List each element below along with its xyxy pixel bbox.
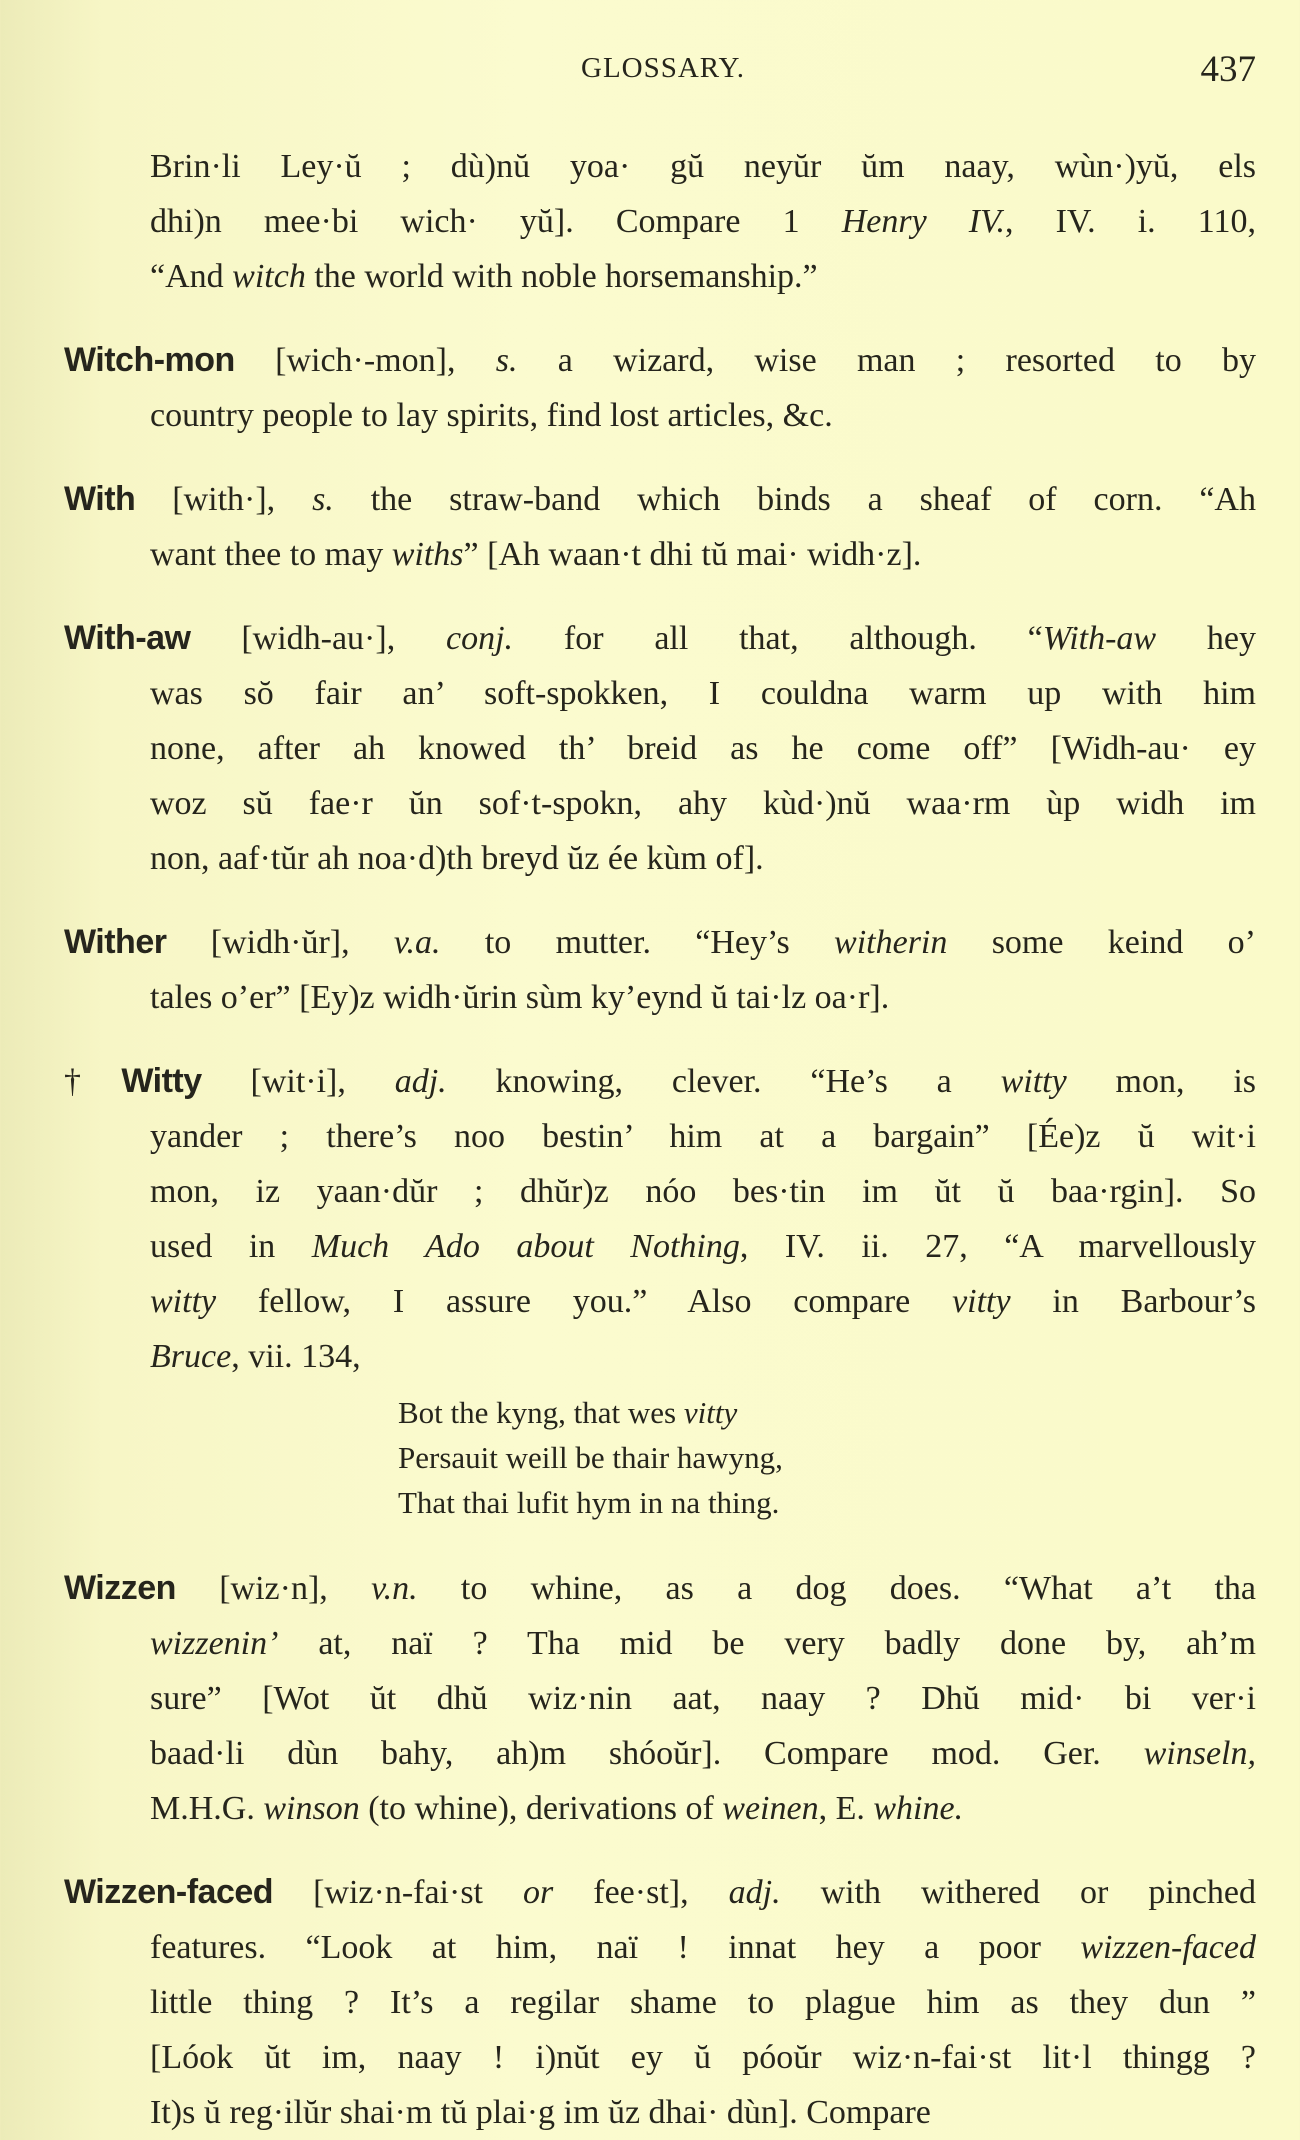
text-segment: woz sŭ fae·r ŭn sof·t-spokn, ahy kùd·)nŭ waa·rm ùp widh im	[150, 785, 1256, 822]
italic-text: winson	[263, 1790, 360, 1827]
headword: Wizzen-faced	[64, 1873, 274, 1911]
entry-wizzen-faced	[0, 1865, 1300, 2140]
text-segment: dhi)n mee·bi wich· yŭ]. Compare 1	[150, 203, 842, 240]
text-line	[150, 194, 1256, 249]
headword: Wither	[64, 923, 167, 961]
text-segment: non, aaf·tŭr ah noa·d)th breyd ŭz ée kùm of].	[150, 840, 764, 877]
italic-text: v.n.	[371, 1570, 418, 1607]
text-segment: [Lóok ŭt im, naay ! i)nŭt ey ŭ póoŭr wiz·n-fai·st lit·l thingg ?	[150, 2039, 1256, 2076]
text-segment: features. “Look at him, naï ! innat hey a poor	[150, 1929, 1081, 1966]
italic-text: witty	[1000, 1063, 1067, 1100]
italic-text: adj.	[394, 1063, 447, 1100]
text-segment: , IV. ii. 27, “A marvellously	[739, 1228, 1256, 1265]
italic-text: v.a.	[393, 924, 441, 961]
text-segment: fee·st],	[553, 1874, 729, 1911]
text-line	[150, 831, 1256, 886]
verse-quotation	[0, 1390, 1300, 1525]
text-line	[150, 1781, 1256, 1836]
text-segment: , E.	[818, 1790, 874, 1827]
text-segment: with withered or pinched	[780, 1874, 1256, 1911]
page-header	[0, 48, 1300, 94]
text-line	[150, 666, 1256, 721]
verse-line	[398, 1435, 1300, 1480]
text-segment: mon, iz yaan·dŭr ; dhŭr)z nóo bes·tin im ŭt ŭ baa·rgin]. So	[150, 1173, 1256, 1210]
italic-text: s.	[312, 481, 334, 518]
entry-wizzen	[0, 1561, 1300, 1836]
italic-text: s.	[495, 342, 518, 379]
text-segment: Brin·li Ley·ŭ ; dù)nŭ yoa· gŭ neyŭr ŭm naay, wùn·)yŭ, els	[150, 148, 1256, 185]
italic-text: whine.	[873, 1790, 964, 1827]
italic-text: vitty	[952, 1283, 1011, 1320]
headword: With	[64, 480, 136, 518]
entry-witty	[0, 1054, 1300, 1525]
text-line	[64, 1054, 1256, 1109]
text-line	[150, 139, 1256, 194]
text-segment: a wizard, wise man ; resorted to by	[517, 342, 1256, 379]
text-line	[64, 915, 1256, 970]
text-segment: tales o’er” [Ey)z widh·ŭrin sùm ky’eynd ŭ tai·lz oa·r].	[150, 979, 890, 1016]
text-segment: to mutter. “Hey’s	[440, 924, 835, 961]
text-line	[150, 776, 1256, 831]
text-segment: at, naï ? Tha mid be very badly done by, ah’m	[278, 1625, 1256, 1662]
text-segment: [widh-au·],	[190, 620, 447, 657]
entry-with-aw	[0, 611, 1300, 886]
text-line	[64, 611, 1256, 666]
text-segment: hey	[1156, 620, 1257, 657]
text-segment: baad·li dùn bahy, ah)m shóoŭr]. Compare mod. Ger.	[150, 1735, 1144, 1772]
italic-text: witty	[150, 1283, 217, 1320]
text-segment: mon, is	[1066, 1063, 1257, 1100]
italic-text: With-aw	[1042, 620, 1157, 657]
text-line	[64, 333, 1256, 388]
text-segment: fellow, I assure you.” Also compare	[216, 1283, 953, 1320]
text-line	[150, 249, 1256, 304]
text-segment: Bot the kyng, that wes	[398, 1395, 684, 1430]
text-line	[64, 472, 1256, 527]
text-segment: the world with noble horsemanship.”	[305, 258, 818, 295]
headword: Wizzen	[64, 1569, 176, 1607]
italic-text: adj.	[728, 1874, 781, 1911]
headword: Witch-mon	[64, 341, 235, 379]
italic-text: witch	[232, 258, 306, 295]
text-segment: want thee to may	[150, 536, 392, 573]
headword: With-aw	[64, 619, 191, 657]
text-segment: (to whine), derivations of	[359, 1790, 723, 1827]
italic-text: Henry IV.	[841, 203, 1005, 240]
text-segment: little thing ? It’s a regilar shame to plague him as they dun ”	[150, 1984, 1256, 2021]
text-line	[150, 1616, 1256, 1671]
text-segment: †	[64, 1063, 122, 1100]
text-segment: for all that, although. “	[513, 620, 1043, 657]
text-segment: was sŏ fair an’ soft-spokken, I couldna warm up with him	[150, 675, 1256, 712]
italic-text: wizzen-faced	[1080, 1929, 1256, 1966]
running-title: GLOSSARY.	[581, 52, 745, 84]
entry-wither	[0, 915, 1300, 1025]
text-segment: used in	[150, 1228, 312, 1265]
text-segment: to whine, as a dog does. “What a’t tha	[417, 1570, 1256, 1607]
text-line	[150, 970, 1256, 1025]
text-line	[150, 721, 1256, 776]
text-segment: [wich·-mon],	[234, 342, 496, 379]
text-line	[150, 527, 1256, 582]
text-segment: That thai lufit hym in na thing.	[398, 1485, 780, 1520]
text-segment: , vii. 134,	[231, 1338, 361, 1375]
text-line	[150, 388, 1256, 443]
page-number: 437	[1200, 49, 1256, 90]
text-line	[150, 1671, 1256, 1726]
text-segment: the straw-band which binds a sheaf of corn. “Ah	[333, 481, 1256, 518]
italic-text: or	[523, 1874, 554, 1911]
text-line	[150, 1109, 1256, 1164]
text-segment: none, after ah knowed th’ breid as he come off” [Widh-au· ey	[150, 730, 1256, 767]
text-line	[150, 1975, 1256, 2030]
text-line	[150, 1219, 1256, 1274]
italic-text: Much Ado about Nothing	[311, 1228, 740, 1265]
text-segment: sure” [Wot ŭt dhŭ wiz·nin aat, naay ? Dhŭ mid· bi ver·i	[150, 1680, 1256, 1717]
entry-with	[0, 472, 1300, 582]
text-segment: Persauit weill be thair hawyng,	[398, 1440, 783, 1475]
text-segment: [wiz·n-fai·st	[273, 1874, 524, 1911]
text-line	[150, 1726, 1256, 1781]
text-line	[150, 1164, 1256, 1219]
text-segment: M.H.G.	[150, 1790, 264, 1827]
text-segment: [wiz·n],	[175, 1570, 372, 1607]
italic-text: weinen	[722, 1790, 819, 1827]
text-segment: country people to lay spirits, find lost articles, &c.	[150, 397, 833, 434]
text-segment: [widh·ŭr],	[166, 924, 394, 961]
continued-entry	[0, 139, 1300, 304]
italic-text: withs	[391, 536, 464, 573]
text-segment: some keind o’	[947, 924, 1256, 961]
entry-witch-mon	[0, 333, 1300, 443]
text-segment: yander ; there’s noo bestin’ him at a bargain” [Ée)z ŭ wit·i	[150, 1118, 1256, 1155]
text-segment: “And	[150, 258, 233, 295]
text-line	[150, 1329, 1256, 1384]
italic-text: winseln,	[1143, 1735, 1256, 1772]
text-segment: It)s ŭ reg·ilŭr shai·m tŭ plai·g im ŭz dhai· dùn]. Compare	[150, 2094, 931, 2131]
verse-line	[398, 1480, 1300, 1525]
text-segment: , IV. i. 110,	[1004, 203, 1256, 240]
italic-text: Bruce	[150, 1338, 232, 1375]
italic-text: wizzenin’	[150, 1625, 279, 1662]
text-segment: knowing, clever. “He’s a	[446, 1063, 1001, 1100]
text-line	[150, 1920, 1256, 1975]
headword: Witty	[121, 1062, 202, 1100]
italic-text: witherin	[834, 924, 948, 961]
text-line	[150, 1274, 1256, 1329]
text-segment: [with·],	[135, 481, 313, 518]
text-line	[150, 2030, 1256, 2085]
text-segment: [wit·i],	[201, 1063, 395, 1100]
text-line	[150, 2085, 1256, 2140]
text-line	[64, 1561, 1256, 1616]
italic-text: vitty	[683, 1395, 738, 1430]
text-segment: in Barbour’s	[1010, 1283, 1256, 1320]
text-line	[64, 1865, 1256, 1920]
glossary-body	[0, 139, 1300, 2140]
italic-text: conj.	[446, 620, 514, 657]
text-segment: ” [Ah waan·t dhi tŭ mai· widh·z].	[463, 536, 922, 573]
verse-line	[398, 1390, 1300, 1435]
